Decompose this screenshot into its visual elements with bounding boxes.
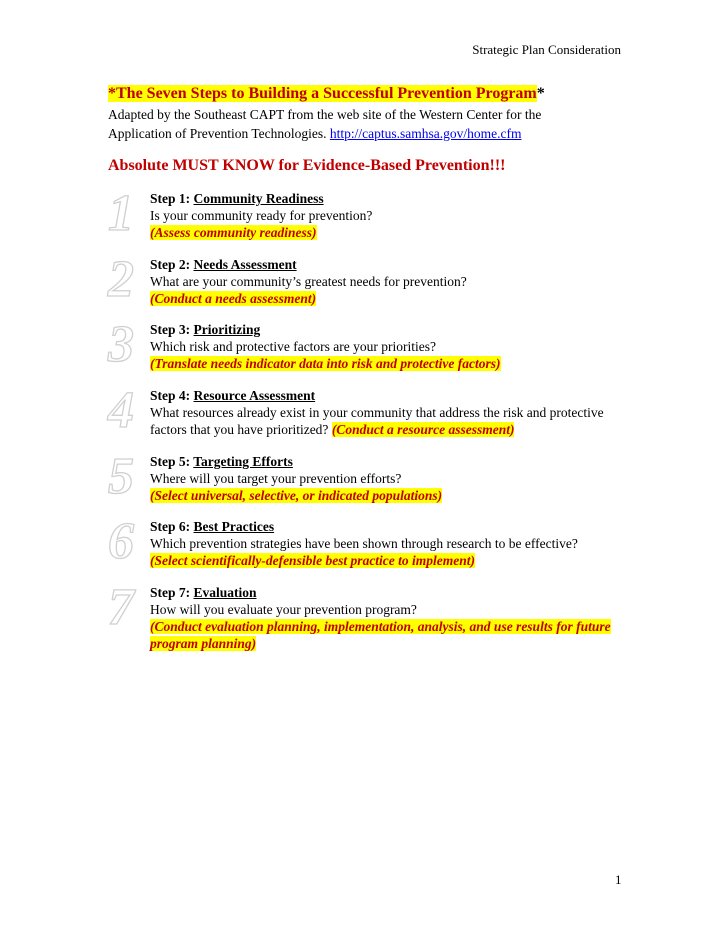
step-question: Where will you target your prevention efforts? [150, 471, 402, 486]
step-2 [108, 251, 628, 318]
step-number-4: 4 [108, 382, 134, 439]
step-title [150, 387, 620, 404]
step-1 [108, 185, 628, 252]
step-title [150, 518, 640, 535]
step-action: (Conduct a resource assessment) [331, 422, 515, 437]
document-title [108, 85, 628, 103]
step-title [150, 453, 620, 470]
step-number-2: 2 [108, 251, 134, 308]
step-question: How will you evaluate your prevention program? [150, 602, 417, 617]
step-name: Prioritizing [193, 322, 261, 337]
title-main: *The Seven Steps to Building a Successful Prevention Program [108, 85, 537, 102]
step-action: (Conduct evaluation planning, implementation, analysis, and use results for future program planning) [150, 619, 611, 651]
step-prefix: Step 4: [150, 388, 194, 403]
step-action: (Assess community readiness) [150, 225, 317, 240]
step-number-6: 6 [108, 513, 134, 570]
step-title [150, 584, 620, 601]
step-content [150, 584, 620, 652]
step-title [150, 190, 620, 207]
step-7 [108, 579, 628, 651]
step-title [150, 321, 620, 338]
step-content [150, 256, 620, 307]
step-content [150, 321, 620, 372]
step-number-3: 3 [108, 316, 134, 373]
step-number-1: 1 [108, 185, 134, 242]
step-question: Which risk and protective factors are your priorities? [150, 339, 437, 354]
step-name: Resource Assessment [193, 388, 316, 403]
step-prefix: Step 3: [150, 322, 194, 337]
step-name: Needs Assessment [193, 257, 297, 272]
step-question-wrap [150, 404, 620, 438]
capt-link[interactable]: http://captus.samhsa.gov/home.cfm [329, 126, 522, 141]
step-prefix: Step 6: [150, 519, 194, 534]
step-question: Which prevention strategies have been shown through research to be effective? [150, 536, 578, 551]
must-know-heading: Absolute MUST KNOW for Evidence-Based Prevention!!! [108, 157, 506, 174]
step-title [150, 256, 620, 273]
step-question: What are your community’s greatest needs for prevention? [150, 274, 467, 289]
step-action: (Select universal, selective, or indicated populations) [150, 488, 443, 503]
step-question: Is your community ready for prevention? [150, 208, 373, 223]
step-action: (Conduct a needs assessment) [150, 291, 317, 306]
step-5 [108, 448, 628, 515]
step-6 [108, 513, 628, 580]
step-question: What resources already exist in your community that address the risk and protective factors that you have prioritized? [150, 405, 604, 437]
step-prefix: Step 5: [150, 454, 194, 469]
step-name: Targeting Efforts [193, 454, 293, 469]
title-star: * [536, 85, 545, 102]
step-content [150, 453, 620, 504]
step-4 [108, 382, 628, 449]
step-action: (Select scientifically-defensible best practice to implement) [150, 553, 476, 568]
step-number-7: 7 [108, 579, 134, 636]
step-name: Evaluation [193, 585, 257, 600]
step-prefix: Step 7: [150, 585, 194, 600]
header-title: Strategic Plan Consideration [472, 42, 621, 57]
step-prefix: Step 2: [150, 257, 194, 272]
step-name: Best Practices [193, 519, 275, 534]
step-content [150, 518, 640, 569]
page-number: 1 [615, 872, 622, 887]
step-content [150, 387, 620, 438]
step-content [150, 190, 620, 241]
adapted-text: Adapted by the Southeast CAPT from the web site of the Western Center for the Application of Prevention Technologies. [108, 107, 542, 141]
adapted-note [108, 105, 598, 143]
step-3 [108, 316, 628, 383]
step-prefix: Step 1: [150, 191, 194, 206]
step-name: Community Readiness [193, 191, 324, 206]
step-number-5: 5 [108, 448, 134, 505]
step-action: (Translate needs indicator data into risk and protective factors) [150, 356, 501, 371]
